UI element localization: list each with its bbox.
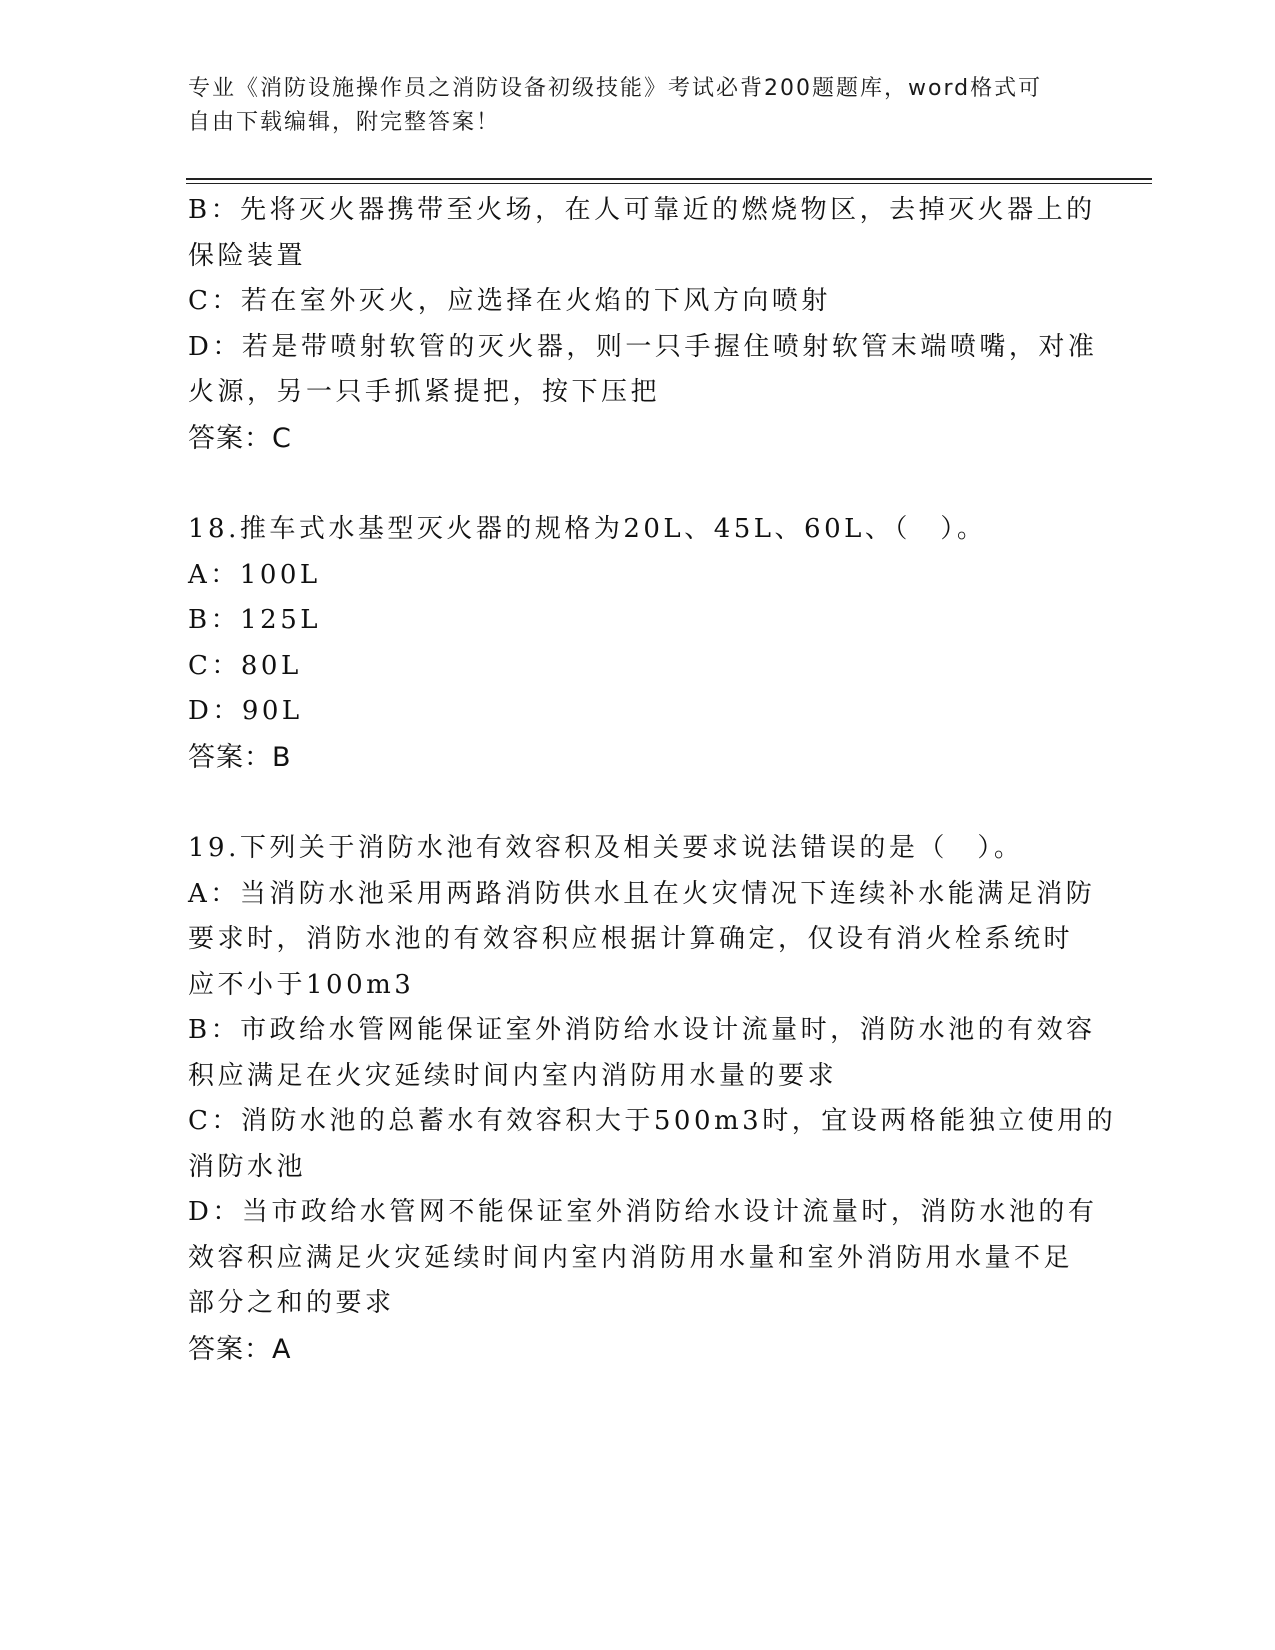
q19-stem: 19.下列关于消防水池有效容积及相关要求说法错误的是（ ）。 <box>188 833 1024 863</box>
question-18 <box>188 507 1088 780</box>
q19-option-d-line-1: D：当市政给水管网不能保证室外消防给水设计流量时，消防水池的有 <box>188 1197 1098 1227</box>
q19-option-b-line-1: B：市政给水管网能保证室外消防给水设计流量时，消防水池的有效容 <box>188 1015 1096 1045</box>
page-header <box>188 72 1068 140</box>
q17-answer: 答案：C <box>188 422 292 454</box>
header-divider <box>186 178 1152 184</box>
q18-option-b: B：125L <box>188 605 321 635</box>
q19-option-c-line-2: 消防水池 <box>188 1151 307 1182</box>
q19-option-a-line-3: 应不小于100m3 <box>188 969 415 1000</box>
q18-stem: 18.推车式水基型灭火器的规格为20L、45L、60L、（ ）。 <box>188 514 987 544</box>
q19-option-b-line-2: 积应满足在火灾延续时间内室内消防用水量的要求 <box>188 1060 838 1091</box>
header-line-2: 自由下载编辑，附完整答案！ <box>188 110 501 135</box>
spacer <box>188 780 1088 826</box>
q19-option-d-line-2: 效容积应满足火灾延续时间内室内消防用水量和室外消防用水量不足 <box>188 1242 1074 1273</box>
q17-option-c: C：若在室外灭火，应选择在火焰的下风方向喷射 <box>188 286 831 316</box>
q19-option-c-line-1: C：消防水池的总蓄水有效容积大于500m3时，宜设两格能独立使用的 <box>188 1106 1117 1136</box>
q18-option-a: A：100L <box>188 559 321 590</box>
q19-option-a-line-1: A：当消防水池采用两路消防供水且在火灾情况下连续补水能满足消防 <box>188 878 1096 909</box>
q17-option-d-line-2: 火源，另一只手抓紧提把，按下压把 <box>188 377 661 407</box>
q19-option-a-line-2: 要求时，消防水池的有效容积应根据计算确定，仅设有消火栓系统时 <box>188 924 1074 954</box>
header-line-1: 专业《消防设施操作员之消防设备初级技能》考试必背200题题库，word格式可 <box>188 76 1043 101</box>
q18-option-d: D：90L <box>188 696 303 726</box>
question-17-continued <box>188 188 1098 461</box>
q19-option-d-line-3: 部分之和的要求 <box>188 1288 395 1318</box>
q18-answer: 答案：B <box>188 741 292 773</box>
q17-option-b-line-2: 保险装置 <box>188 240 307 271</box>
q17-option-d-line-1: D：若是带喷射软管的灭火器，则一只手握住喷射软管末端喷嘴，对准 <box>188 331 1098 362</box>
q17-option-b-line-1: B：先将灭火器携带至火场，在人可靠近的燃烧物区，去掉灭火器上的 <box>188 195 1096 225</box>
question-19 <box>188 826 1117 1372</box>
q19-answer: 答案：A <box>188 1333 292 1365</box>
question-content <box>188 188 1117 1372</box>
q18-option-c: C：80L <box>188 650 302 681</box>
spacer <box>188 461 1088 507</box>
